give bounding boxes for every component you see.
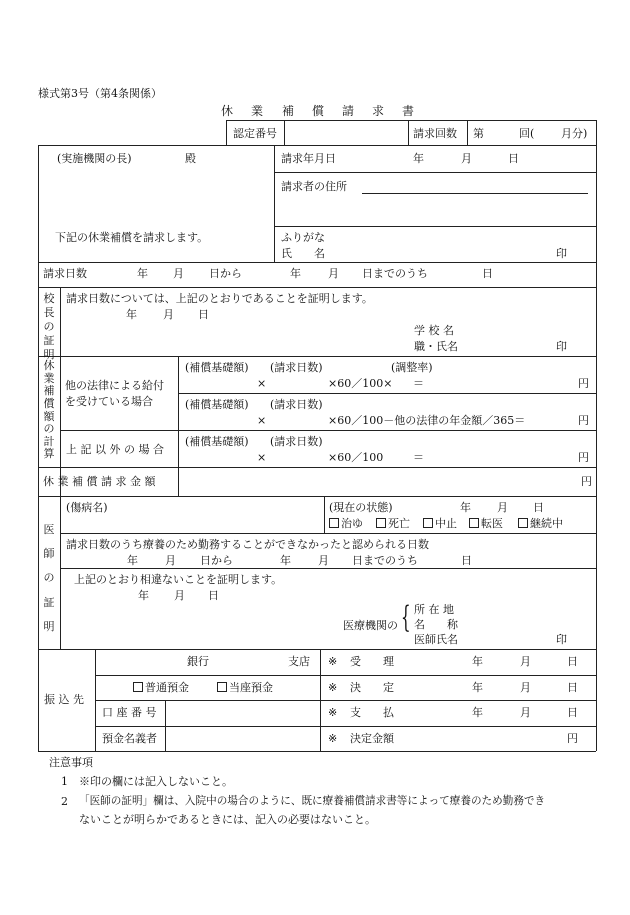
form-number-label: 様式第3号（第4条関係） [38, 87, 162, 100]
institution-location-label: 所 在 地 [414, 603, 454, 616]
row2-multiply: × [257, 414, 267, 427]
claim-count-kai: 回( [519, 127, 535, 140]
status-day: 日 [533, 501, 544, 514]
row1-yen: 円 [578, 377, 589, 390]
decision-year: 年 [472, 681, 483, 694]
title-char: 請 [342, 104, 356, 118]
institution-name-label: 名 称 [414, 618, 458, 631]
payment-mark: ※ [328, 706, 338, 719]
principal-title-name-label: 職・氏名 [414, 340, 458, 353]
claim-days-until: 日までのうち [362, 267, 428, 280]
note2-text-line1: 「医師の証明」欄は、入院中の場合のように、既に療養補償請求書等によって療養のため勤務でき [79, 795, 546, 807]
row2-base-label: (補償基礎額) [185, 398, 249, 411]
note1-number: 1 [61, 775, 68, 788]
row3-equals: ＝ [413, 451, 424, 464]
decision-day: 日 [567, 681, 578, 694]
payment-day: 日 [567, 706, 578, 719]
decided-amount-mark: ※ [328, 732, 338, 745]
claimant-address-label: 請求者の住所 [281, 180, 347, 193]
unable-year1: 年 [127, 554, 138, 567]
checkbox[interactable] [423, 518, 433, 528]
receipt-mark: ※ [328, 655, 338, 668]
checkbox[interactable] [133, 682, 143, 692]
account-number-field[interactable] [166, 701, 319, 725]
branch-label: 支店 [288, 655, 310, 668]
row1-days-label: (請求日数) [270, 361, 323, 374]
title-char: 休 [221, 104, 235, 118]
decision-label: 決 定 [350, 681, 394, 694]
receipt-year: 年 [472, 655, 483, 668]
status-option-died[interactable]: 死亡 [376, 518, 410, 529]
row2-yen: 円 [578, 414, 589, 427]
note2-text-line2: ないことが明らかであるときには、記入の必要はないこと。 [79, 813, 376, 826]
transfer-side-label: 振 込 先 [44, 693, 84, 706]
status-year: 年 [460, 501, 471, 514]
claim-days-day: 日 [482, 267, 493, 280]
payment-year: 年 [472, 706, 483, 719]
claim-date-month: 月 [461, 152, 472, 165]
receipt-day: 日 [567, 655, 578, 668]
doctor-cert-year: 年 [138, 589, 149, 602]
row1-equals: ＝ [413, 377, 424, 390]
claim-amount-label: 休 業 補 償 請 求 金 額 [43, 475, 156, 488]
other-law-label-line1: 他の法律による給付 [65, 379, 164, 392]
decided-amount-yen: 円 [567, 732, 578, 745]
checkbox[interactable] [376, 518, 386, 528]
unable-day: 日 [461, 554, 472, 567]
unable-days-statement: 請求日数のうち療養のため勤務することができなかったと認められる日数 [66, 538, 429, 551]
deposit-ordinary[interactable]: 普通預金 [133, 682, 189, 693]
claim-days-year2: 年 [290, 267, 301, 280]
bank-label: 銀行 [187, 655, 209, 668]
addressee-dono: 殿 [185, 152, 196, 165]
claim-days-label: 請求日数 [43, 267, 87, 280]
status-option-transferred[interactable]: 転医 [469, 518, 503, 529]
note2-number: 2 [61, 795, 68, 808]
principal-cert-month: 月 [163, 308, 174, 321]
receipt-month: 月 [520, 655, 531, 668]
row1-multiply: × [257, 377, 267, 390]
doctor-cert-statement: 上記のとおり相違ないことを証明します。 [74, 573, 283, 586]
checkbox[interactable] [329, 518, 339, 528]
request-statement: 下記の休業補償を請求します。 [55, 231, 209, 244]
cert-number-field[interactable] [285, 121, 407, 144]
status-option-cured[interactable]: 治ゆ [329, 518, 363, 529]
title-char: 補 [282, 104, 296, 118]
claimant-seal: 印 [556, 247, 567, 260]
unable-year2: 年 [280, 554, 291, 567]
title-char: 求 [372, 104, 386, 118]
claim-days-from: 日から [209, 267, 242, 280]
doctor-name-label: 医師氏名 [414, 633, 458, 646]
claim-days-month1: 月 [173, 267, 184, 280]
account-holder-field[interactable] [166, 727, 319, 750]
current-status-label: (現在の状態) [329, 501, 393, 514]
title-char: 書 [402, 104, 416, 118]
title-char: 業 [251, 104, 265, 118]
doctor-cert-month: 月 [174, 589, 185, 602]
unable-until: 日までのうち [352, 554, 418, 567]
claim-days-year1: 年 [137, 267, 148, 280]
account-number-label: 口 座 番 号 [102, 706, 157, 719]
title-char: 償 [312, 104, 326, 118]
decision-month: 月 [520, 681, 531, 694]
doctor-cert-side-label: 医師の証明 [43, 523, 55, 633]
principal-cert-year: 年 [126, 308, 137, 321]
payment-label: 支 払 [350, 706, 394, 719]
claim-amount-yen: 円 [581, 475, 592, 488]
row3-ratio: ×60／100 [328, 451, 384, 464]
claim-count-month: 月分) [561, 127, 588, 140]
furigana-label: ふりがな [281, 231, 325, 244]
row1-rate-label: (調整率) [391, 361, 433, 374]
school-name-label: 学 校 名 [414, 324, 454, 337]
claimant-address-field[interactable] [362, 176, 588, 193]
row2-days-label: (請求日数) [270, 398, 323, 411]
checkbox[interactable] [469, 518, 479, 528]
brace-icon: { [401, 600, 411, 635]
doctor-seal: 印 [556, 633, 567, 646]
account-holder-label: 預金名義者 [102, 732, 157, 745]
claim-date-label: 請求年月日 [281, 152, 336, 165]
row3-yen: 円 [578, 451, 589, 464]
payment-month: 月 [520, 706, 531, 719]
unable-month1: 月 [165, 554, 176, 567]
row3-multiply: × [257, 451, 267, 464]
status-option-stopped[interactable]: 中止 [423, 518, 457, 529]
unable-from: 日から [200, 554, 233, 567]
notes-title: 注意事項 [49, 756, 93, 769]
row3-base-label: (補償基礎額) [185, 435, 249, 448]
unable-month2: 月 [318, 554, 329, 567]
calc-side-label: 休業補償額の計算 [43, 359, 55, 461]
receipt-label: 受 理 [350, 655, 394, 668]
status-month: 月 [497, 501, 508, 514]
principal-cert-side-label: 校長の証明 [43, 292, 55, 362]
checkbox[interactable] [217, 682, 227, 692]
status-option-continuing[interactable]: 継続中 [518, 518, 563, 529]
claimant-name-label: 氏 名 [281, 247, 325, 260]
doctor-cert-day: 日 [208, 589, 219, 602]
note1-text: ※印の欄には記入しないこと。 [79, 775, 233, 788]
row1-ratio: ×60／100× [328, 377, 393, 390]
claim-date-day: 日 [508, 152, 519, 165]
row1-base-label: (補償基礎額) [185, 361, 249, 374]
deposit-current[interactable]: 当座預金 [217, 682, 273, 693]
row3-days-label: (請求日数) [270, 435, 323, 448]
row2-formula: ×60／100－他の法律の年金額／365＝ [328, 414, 526, 427]
injury-name-label: (傷病名) [66, 501, 108, 514]
medical-institution-label: 医療機関の [343, 619, 398, 632]
claim-count-label: 請求回数 [413, 127, 457, 140]
principal-cert-statement: 請求日数については、上記のとおりであることを証明します。 [66, 292, 373, 305]
other-case-label: 上 記 以 外 の 場 合 [66, 443, 164, 456]
claim-date-year: 年 [413, 152, 424, 165]
decided-amount-label: 決定金額 [350, 732, 394, 745]
claim-count-dai: 第 [473, 127, 484, 140]
claim-days-month2: 月 [328, 267, 339, 280]
other-law-label-line2: を受けている場合 [65, 395, 153, 408]
cert-number-label: 認定番号 [233, 127, 277, 140]
principal-cert-day: 日 [198, 308, 209, 321]
addressee-label: (実施機関の長) [57, 152, 132, 165]
principal-seal: 印 [556, 340, 567, 353]
decision-mark: ※ [328, 681, 338, 694]
checkbox[interactable] [518, 518, 528, 528]
